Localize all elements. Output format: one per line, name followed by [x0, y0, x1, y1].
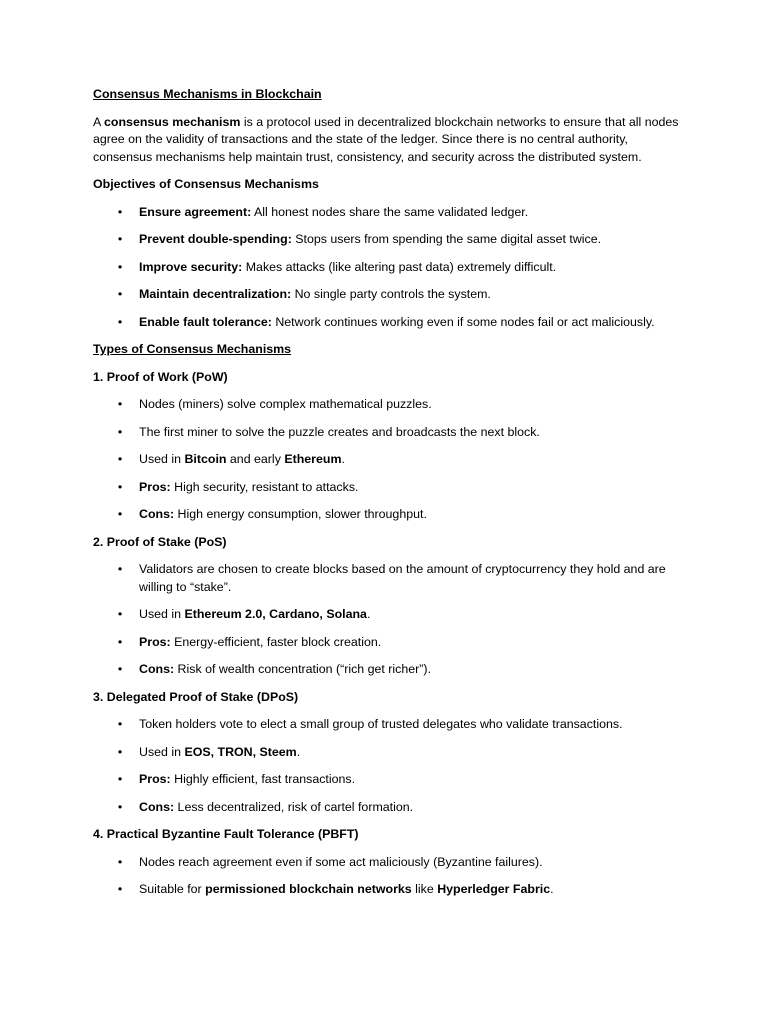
item-text: . — [341, 452, 345, 466]
intro-term: consensus mechanism — [104, 114, 241, 129]
pbft-heading: 4. Practical Byzantine Fault Tolerance (PBFT) — [93, 827, 359, 841]
list-item — [93, 479, 683, 497]
item-term: Ethereum — [284, 452, 342, 466]
item-text: Makes attacks (like altering past data) extremely difficult. — [242, 259, 557, 274]
item-text: High energy consumption, slower throughput. — [174, 507, 427, 521]
item-label: Pros: — [139, 772, 171, 786]
item-text: . — [296, 744, 301, 759]
item-label: Pros: — [139, 479, 171, 494]
list-item — [93, 661, 683, 679]
item-term: Hyperledger Fabric — [437, 882, 551, 896]
document-page — [93, 86, 683, 899]
list-item — [93, 561, 683, 596]
bullet-icon: • — [117, 854, 123, 869]
list-item — [93, 799, 683, 817]
list-item — [93, 771, 683, 789]
intro-paragraph — [93, 114, 683, 167]
item-text: Used in — [139, 452, 185, 466]
list-item — [93, 424, 683, 442]
list-item — [93, 606, 683, 624]
item-text: Nodes (miners) solve complex mathematical puzzles. — [139, 397, 432, 411]
list-item — [93, 881, 683, 899]
item-text: Used in — [139, 744, 185, 759]
pow-list — [93, 396, 683, 524]
item-text: like — [411, 882, 438, 896]
bullet-icon: • — [117, 507, 123, 521]
list-item — [93, 204, 683, 222]
item-text: Validators are chosen to create blocks based on the amount of cryptocurrency they hold and are willing to “stake”. — [139, 562, 666, 594]
item-text: Network continues working even if some nodes fail or act maliciously. — [271, 314, 655, 329]
item-label: Cons: — [139, 799, 175, 814]
item-label: Cons: — [139, 507, 175, 521]
list-item — [93, 634, 683, 652]
bullet-icon: • — [117, 479, 123, 494]
bullet-icon: • — [117, 562, 123, 576]
objectives-heading: Objectives of Consensus Mechanisms — [93, 177, 319, 191]
bullet-icon: • — [117, 452, 123, 466]
list-item — [93, 744, 683, 762]
item-label: Prevent double-spending: — [139, 232, 292, 246]
item-text: High security, resistant to attacks. — [170, 479, 359, 494]
item-label: Ensure agreement: — [139, 204, 252, 219]
bullet-icon: • — [117, 662, 123, 676]
item-text: No single party controls the system. — [291, 287, 491, 301]
item-text: Suitable for — [139, 882, 206, 896]
dpos-heading: 3. Delegated Proof of Stake (DPoS) — [93, 689, 299, 704]
objectives-list — [93, 204, 683, 332]
bullet-icon: • — [117, 232, 123, 246]
list-item — [93, 506, 683, 524]
item-term: EOS, TRON, Steem — [184, 744, 297, 759]
bullet-icon: • — [117, 204, 123, 219]
pbft-list — [93, 854, 683, 899]
types-heading: Types of Consensus Mechanisms — [93, 342, 292, 356]
dpos-list — [93, 716, 683, 816]
list-item — [93, 231, 683, 249]
bullet-icon: • — [117, 799, 123, 814]
item-text: Energy-efficient, faster block creation. — [170, 634, 382, 649]
bullet-icon: • — [117, 259, 123, 274]
bullet-icon: • — [117, 744, 123, 759]
item-text: All honest nodes share the same validated ledger. — [251, 204, 529, 219]
item-text: Nodes reach agreement even if some act maliciously (Byzantine failures). — [139, 854, 543, 869]
item-text: Less decentralized, risk of cartel formation. — [174, 799, 414, 814]
bullet-icon: • — [117, 634, 123, 649]
page-title: Consensus Mechanisms in Blockchain — [93, 87, 322, 101]
bullet-icon: • — [117, 607, 123, 621]
bullet-icon: • — [117, 397, 123, 411]
item-label: Maintain decentralization: — [139, 287, 292, 301]
bullet-icon: • — [117, 717, 123, 731]
item-term: Ethereum 2.0, Cardano, Solana — [184, 607, 367, 621]
item-term: Bitcoin — [184, 452, 227, 466]
list-item — [93, 716, 683, 734]
list-item — [93, 286, 683, 304]
bullet-icon: • — [117, 772, 123, 786]
list-item — [93, 259, 683, 277]
item-label: Cons: — [139, 662, 175, 676]
list-item — [93, 396, 683, 414]
bullet-icon: • — [117, 882, 123, 896]
pos-list — [93, 561, 683, 679]
intro-text: is a protocol used in decentralized blockchain networks to ensure that all nodes agree on the validity of transactions and the state of the ledger. Since there is no central authority, consensus mechanisms help maintain trust, consistency, and security across the distributed system. — [93, 114, 679, 164]
bullet-icon: • — [117, 314, 123, 329]
bullet-icon: • — [117, 424, 123, 439]
pow-heading: 1. Proof of Work (PoW) — [93, 369, 228, 384]
list-item — [93, 854, 683, 872]
list-item — [93, 314, 683, 332]
bullet-icon: • — [117, 287, 123, 301]
intro-text: A — [93, 114, 105, 129]
item-text: Highly efficient, fast transactions. — [170, 772, 356, 786]
item-text: Risk of wealth concentration (“rich get richer”). — [174, 662, 431, 676]
list-item — [93, 451, 683, 469]
item-text: and early — [226, 452, 285, 466]
item-text: Used in — [139, 607, 185, 621]
item-label: Improve security: — [139, 259, 243, 274]
item-text: . — [550, 882, 554, 896]
item-text: . — [366, 607, 371, 621]
pos-heading: 2. Proof of Stake (PoS) — [93, 534, 227, 549]
item-term: permissioned blockchain networks — [205, 882, 412, 896]
item-text: Token holders vote to elect a small group of trusted delegates who validate transactions. — [139, 717, 623, 731]
item-text: The first miner to solve the puzzle creates and broadcasts the next block. — [139, 424, 540, 439]
item-text: Stops users from spending the same digital asset twice. — [291, 232, 602, 246]
item-label: Enable fault tolerance: — [139, 314, 272, 329]
item-label: Pros: — [139, 634, 171, 649]
